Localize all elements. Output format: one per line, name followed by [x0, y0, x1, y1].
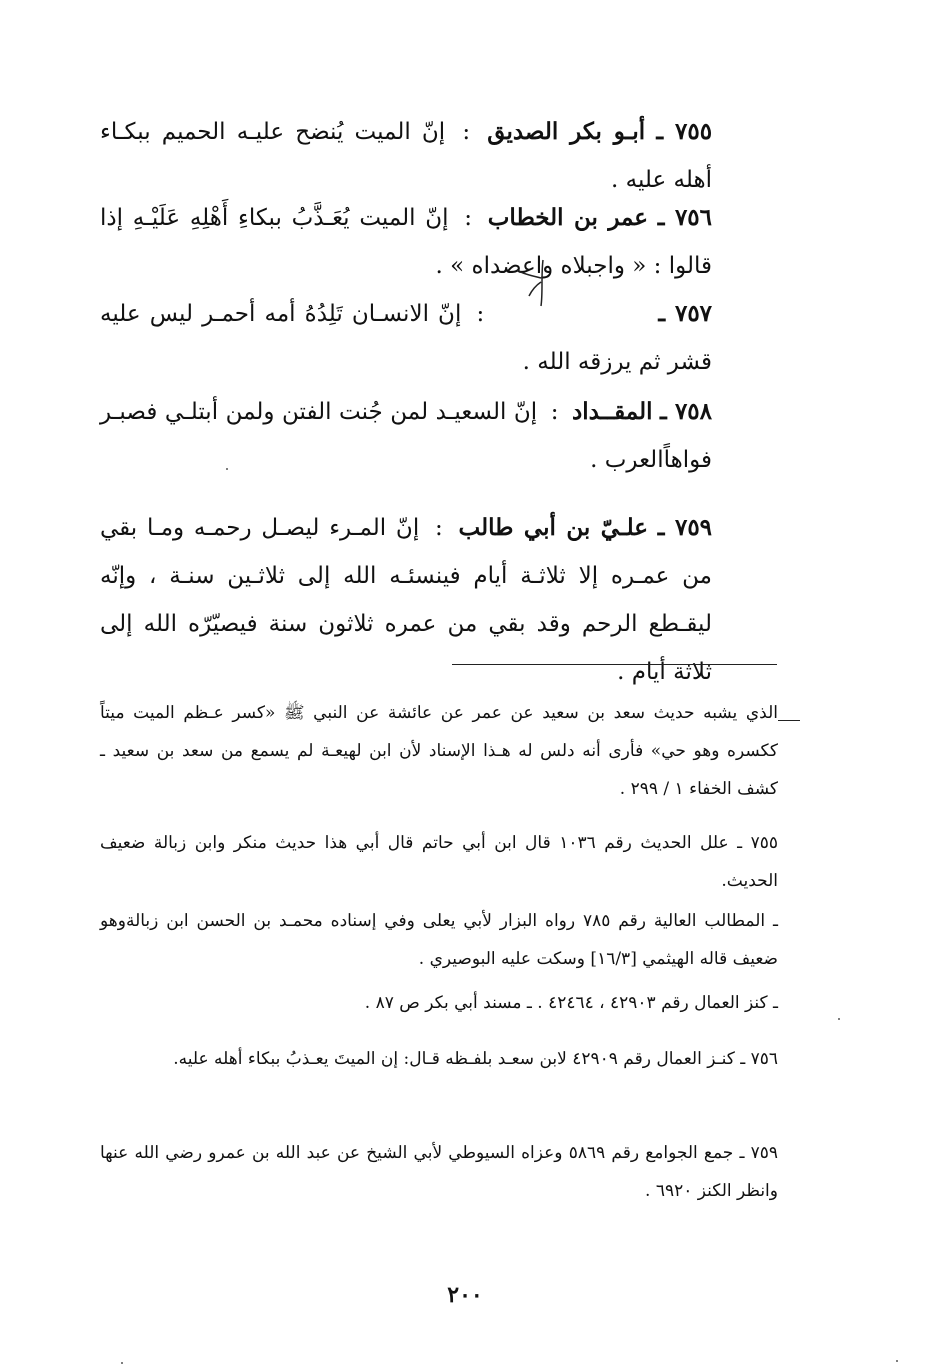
entry-separator: : — [550, 399, 559, 425]
page-number: ٢٠٠ — [447, 1282, 483, 1308]
footnote-continued: الذي يشبه حديث سعد بن سعيد عن عمر عن عائشة عن النبي ﷺ «كسر عـظم الميت ميتاً ككسره وهو حي» فأرى أنه دلس له هـذا الإسناد لأن ابن لهيعـة لم يسمع من سعد بن سعيد ـ كشف الخفاء ١ / ٢٩٩ . — [100, 703, 778, 799]
entry-separator: : — [464, 205, 473, 231]
entry-number: ٧٥٩ ـ — [657, 514, 713, 541]
entry-separator: : — [462, 119, 471, 145]
footnote-756: ٧٥٦ ـ كنـز العمال رقم ٤٢٩٠٩ لابن سعـد بلفـظه قـال: إن الميتَ يعـذبُ ببكاء أهله عليه. — [173, 1049, 778, 1069]
entry-text: إنّ الميت يُنضح عليـه الحميم ببكـاء أهله عليه . — [100, 119, 712, 193]
footnote-755-c: ـ كنز العمال رقم ٤٢٩٠٣ ، ٤٢٤٦٤ . ـ مسند أبي بكر ص ٨٧ . — [364, 993, 778, 1013]
scan-speck — [896, 1360, 898, 1362]
entry-text: إنّ المـرء ليصـل رحمـه ومـا بقي من عمـره إلا ثلاثـة أيام فينسئـه الله إلى ثلاثـين سنـة ، وإنّه ليقـطع الرحم وقد بقي من عمره ثلاثون سنة فيصيّرّه الله إلى ثلاثة أيام . — [100, 515, 712, 685]
entry-separator: : — [435, 515, 443, 541]
entry-narrator: المقــداد — [571, 398, 653, 425]
scan-speck — [226, 468, 228, 470]
entry-separator: : — [476, 301, 485, 327]
entry-text: إنّ السعيـد لمن جُنت الفتن ولمن أبتلـي فصبـر فواهاًالعرب . — [100, 399, 712, 473]
entry-758 — [100, 388, 712, 484]
entry-text: إنّ الانسـان تَلِدُهُ أمه أحمـر ليس عليه قشر ثم يرزقه الله . — [100, 301, 712, 375]
entry-number: ٧٥٧ ـ — [658, 300, 713, 327]
scan-speck — [838, 1018, 840, 1020]
entry-narrator: أبـو بكر الصديق — [487, 118, 646, 145]
footnote-759: ٧٥٩ ـ جمع الجوامع رقم ٥٨٦٩ وعزاه السيوطي لأبي الشيخ عن عبد الله بن عمرو رضي الله عنها وانظر الكنز ٦٩٢٠ . — [100, 1143, 778, 1201]
scan-speck — [121, 1362, 123, 1364]
entry-narrator: علـيّ بن أبي طالب — [458, 514, 648, 541]
entry-756 — [100, 194, 712, 290]
footnote-755-b: ـ المطالب العالية رقم ٧٨٥ رواه البزار لأبي يعلى وفي إسناده محمـد بن الحسن ابن زبالةوهو ضعيف قاله الهيثمي [١٦/٣] وسكت عليه البوصيري . — [100, 911, 779, 969]
entry-number: ٧٥٥ ـ — [656, 118, 713, 145]
entry-narrator: عمر بن الخطاب — [487, 204, 649, 231]
footnote-continuation-dash — [778, 720, 800, 721]
entry-759 — [100, 504, 712, 696]
footnote-divider — [452, 664, 777, 665]
footnote-755: ٧٥٥ ـ علل الحديث رقم ١٠٣٦ قال ابن أبي حاتم قال أبي هذا حديث منكر وابن زبالة ضعيف الحديث. — [100, 833, 778, 891]
entry-757 — [100, 290, 712, 386]
entry-number: ٧٥٦ ـ — [657, 204, 712, 231]
entry-755 — [100, 108, 712, 204]
entry-text: إنّ الميت يُعَـذَّبُ ببكاءِ أَهْلِهِ عَلَيْـهِ إذا قالوا : « واجبلاه واعضداه » . — [100, 205, 712, 279]
entry-number: ٧٥٨ ـ — [659, 398, 712, 425]
